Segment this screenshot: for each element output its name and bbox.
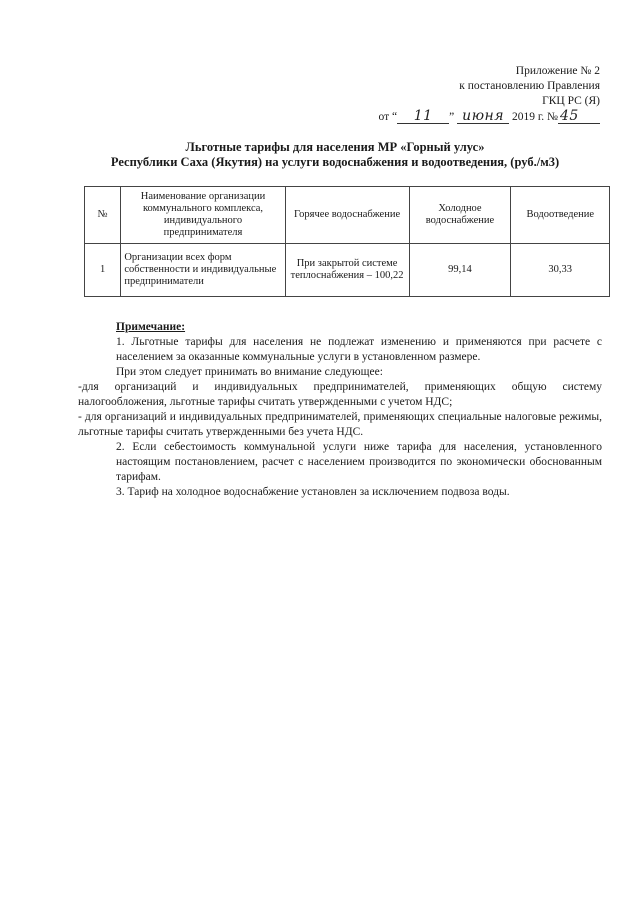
note-paragraph-1: 1. Льготные тарифы для населения не подлежат изменению и применяются при расчете с населением за оказанные коммунальные услуги в установленном размере.	[116, 336, 602, 363]
header-organization: Наименование организации коммунального комплекса, индивидуального предпринимателя	[121, 187, 285, 244]
title-line-1: Льготные тарифы для населения МР «Горный улус»	[185, 140, 485, 154]
document-title	[50, 140, 620, 170]
table-header-row	[85, 187, 610, 244]
date-prefix: от “	[378, 111, 398, 123]
appendix-organization: ГКЦ РС (Я)	[542, 95, 600, 107]
tariff-table	[84, 186, 610, 297]
date-day-handwritten: 11	[397, 109, 449, 124]
table-row	[85, 244, 610, 297]
note-paragraph-6: 3. Тариф на холодное водоснабжение установлен за исключением подвоза воды.	[116, 486, 510, 498]
note-paragraph-5: 2. Если себестоимость коммунальной услуги ниже тарифа для населения, установленного настоящим постановлением, расчет с населением производится по экономически обоснованным тарифам.	[116, 441, 602, 483]
cell-cold-water: 99,14	[409, 244, 511, 297]
note-paragraph-4: - для организаций и индивидуальных предпринимателей, применяющих специальные налоговые режимы, льготные тарифы считать утвержденными без учета НДС.	[78, 411, 602, 438]
appendix-resolution: к постановлению Правления	[459, 80, 600, 92]
date-quote: ”	[449, 111, 455, 123]
cell-drainage: 30,33	[511, 244, 610, 297]
date-year: 2019 г. №	[511, 111, 558, 123]
notes-heading: Примечание:	[116, 321, 186, 333]
header-hot-water: Горячее водоснабжение	[285, 187, 409, 244]
notes-section	[78, 320, 602, 500]
header-drainage: Водоотведение	[511, 187, 610, 244]
cell-organization: Организации всех форм собственности и индивидуальные предприниматели	[121, 244, 285, 297]
header-number: №	[85, 187, 121, 244]
resolution-number-handwritten: 45	[558, 109, 600, 124]
title-line-2: Республики Саха (Якутия) на услуги водоснабжения и водоотведения, (руб./м3)	[110, 155, 560, 169]
appendix-date-line	[379, 109, 601, 125]
date-month-handwritten: июня	[457, 109, 509, 124]
cell-number: 1	[85, 244, 121, 297]
note-paragraph-3: -для организаций и индивидуальных предпринимателей, применяющих общую систему налогообложения, льготные тарифы считать утвержденными с учетом НДС;	[78, 381, 602, 408]
appendix-header	[379, 64, 601, 125]
appendix-number: Приложение № 2	[515, 65, 600, 77]
cell-hot-water: При закрытой системе теплоснабжения – 100,22	[285, 244, 409, 297]
header-cold-water: Холодное водоснабжение	[409, 187, 511, 244]
note-paragraph-2: При этом следует принимать во внимание следующее:	[116, 366, 383, 378]
